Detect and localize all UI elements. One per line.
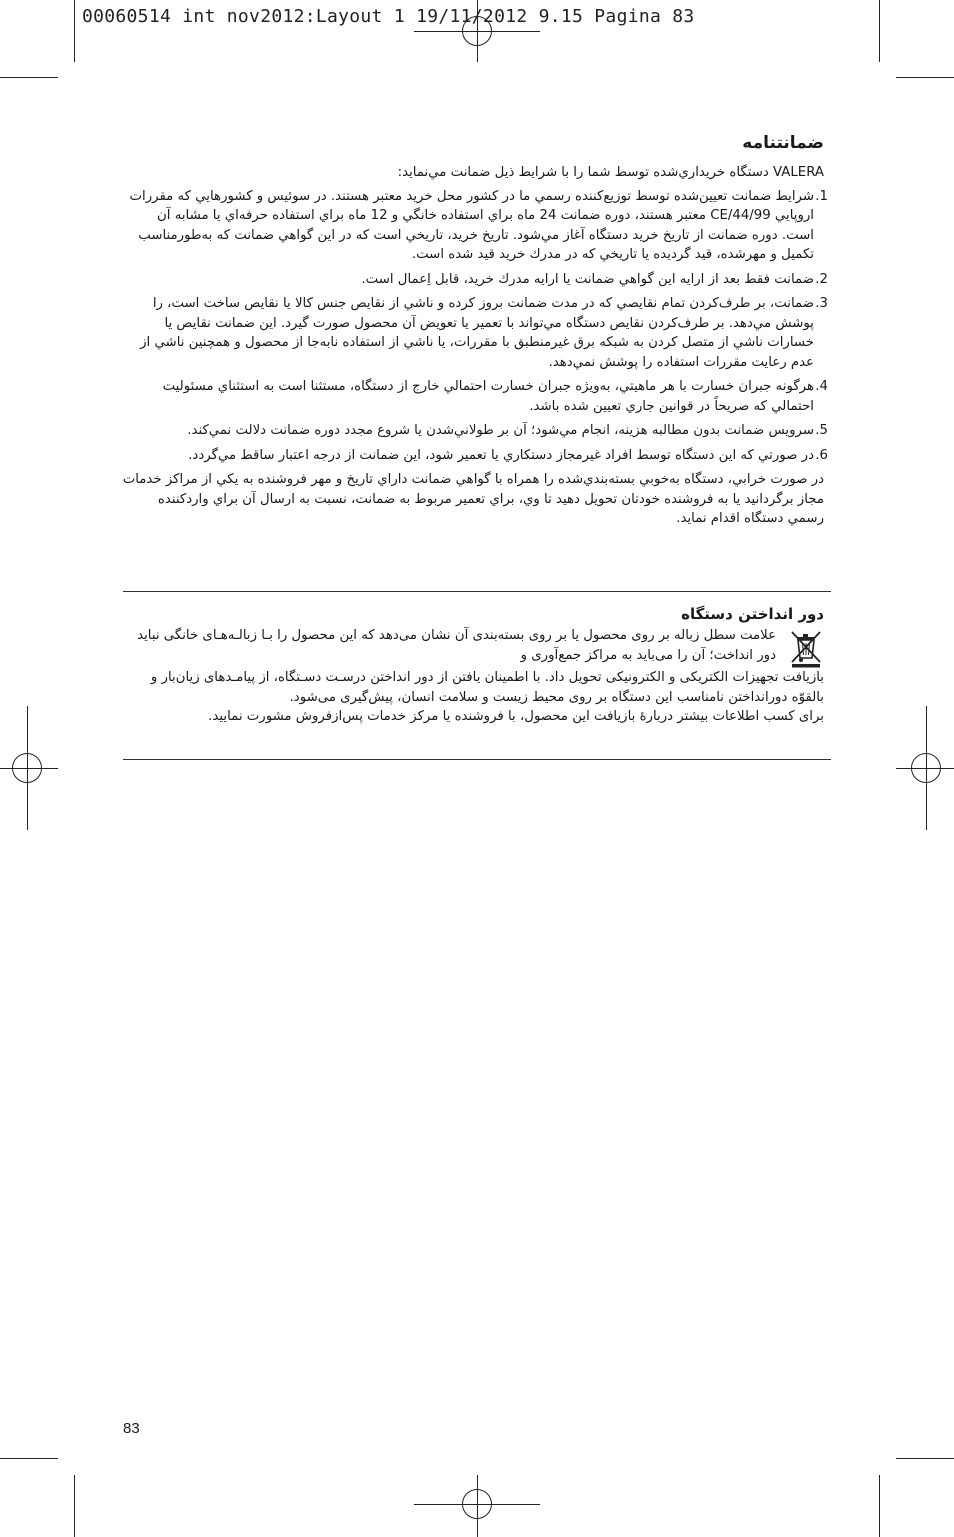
item-number: 3.: [815, 296, 828, 311]
warranty-intro: VALERA دستگاه خريداري‌شده توسط شما را با شرايط ذيل ضمانت مي‌نمايد:: [397, 165, 824, 180]
crop-mark: [896, 77, 954, 78]
item-text: ضمانت فقط بعد از ارايه اين گواهي ضمانت يا ارايه مدرك خريد، قابل اِعمال است.: [361, 271, 814, 287]
disposal-section: [122, 604, 824, 727]
item-number: 4.: [815, 379, 828, 394]
crop-mark: [74, 0, 75, 62]
disposal-title: دور انداختن دستگاه: [681, 605, 824, 623]
crossed-out-wheelie-bin-icon: [788, 628, 824, 668]
section-divider-top: [123, 591, 831, 592]
warranty-closing: در صورت خرابي، دستگاه به‌خوبي بسته‌بندي‌شده را همراه با گواهي ضمانت داراي تاريخ و مهر فروشنده به يكي از مراكز خدمات مجاز برگردانيد يا به فروشنده خودتان تحويل دهيد تا وي، براي تعمير مربوط به ضمانت، نسبت به ارسال آن براي واردكننده رسمي دستگاه اقدام نمايد.: [122, 472, 824, 526]
disposal-info-text: برای کسب اطلاعات بیشتر دربارهٔ بازیافت این محصول، با فروشنده یا مرکز خدمات پس‌ازفروش مشورت نمایید.: [208, 709, 824, 724]
item-text: سرويس ضمانت بدون مطالبه هزينه، انجام مي‌شود؛ آن بر طولاني‌شدن يا شروع مجدد دوره ضمانت دلالت نمي‌كند.: [187, 423, 814, 438]
page-number: 83: [123, 1420, 140, 1437]
item-text: شرايط ضمانت تعيين‌شده توسط توزيع‌كننده رسمي ما در كشور محل خريد معتبر هستند. در سوئيس و كشورهايي كه مقررات اروپايي 44/99/CE معتبر هستند، دوره ضمانت 24 ماه براي استفاده خانگي و 12 ماه براي استفاده حرفه‌اي يا مشابه آن است. دوره ضمانت از تاريخ خريد دستگاه آغاز مي‌شود. تاريخ خريد، تاريخي است كه در اين گواهي ضمانت كه به‌طورمناسب تكميل و مهرشده، قيد گرديده يا تاريخي كه در مدرك خريد قيد شده است.: [129, 188, 814, 262]
item-number: 6.: [815, 447, 828, 463]
crop-mark: [896, 1458, 954, 1459]
warranty-conditions-list: [122, 187, 828, 466]
disposal-recycling-text: بازیافت تجهیزات الکتریکی و الکترونیکی تحویل داد. با اطمینان یافتن از دور انداختن درسـت دسـتگاه، از پیامـدهای زیان‌بار و بالقوّه دورانداختن نامناسب این دستگاه بر روی محیط زیست و سلامت انسان، پیش‌گیری می‌شود.: [150, 670, 824, 705]
list-item: [122, 421, 828, 441]
list-item: [122, 187, 828, 265]
item-number: 1.: [815, 188, 828, 204]
warranty-section: [122, 132, 828, 529]
print-slug: 00060514 int nov2012:Layout 1 19/11/2012 9.15 Pagina 83: [82, 6, 695, 27]
section-divider-bottom: [123, 759, 831, 760]
item-text: ضمانت، بر طرف‌كردن تمام نقايصي كه در مدت ضمانت بروز كرده و ناشي از نقايص جنس كالا يا نقايص ساخت است، را پوشش مي‌دهد. بر طرف‌كردن نقايص دستگاه مي‌تواند با تعمير يا تعويض آن محصول صورت گيرد. اين ضمانت نقايص يا خسارات ناشي از متصل كردن به شبكه برق غيرمنطبق با مقررات، يا ناشي از استفاده نابه‌جا از محصول و همچنين ناشي از عدم رعايت مقررات استفاده را پوشش نمي‌دهد.: [140, 296, 814, 370]
item-text: هرگونه جبران خسارت با هر ماهيتي، به‌ويژه جبران خسارت احتمالي خارج از دستگاه، مستثنا است به استثناي مسئوليت احتمالي كه صريحاً در قوانين جاري تعيين شده باشد.: [162, 379, 814, 414]
crop-mark: [879, 1475, 880, 1537]
list-item: [122, 446, 828, 466]
item-text: در صورتي كه اين دستگاه توسط افراد غيرمجاز دستكاري يا تعمير شود، اين ضمانت از درجه اعتبار ساقط مي‌گردد.: [188, 447, 814, 463]
crop-mark: [74, 1475, 75, 1537]
crop-mark: [879, 0, 880, 62]
crop-mark: [0, 1458, 58, 1459]
warranty-title: ضمانتنامه: [742, 133, 824, 153]
list-item: [122, 294, 828, 372]
item-number: 5.: [815, 423, 828, 438]
crop-mark: [0, 77, 58, 78]
disposal-symbol-text: علامت سطل زباله بر روی محصول یا بر روی بسته‌بندی آن نشان می‌دهد که این محصول را بـا زبالـه‌هـای خانگی نباید دور انداخت؛ آن را می‌باید به مراکز جمع‌آوری و: [137, 628, 776, 663]
list-item: [122, 377, 828, 416]
item-number: 2.: [815, 271, 828, 287]
list-item: [122, 270, 828, 290]
